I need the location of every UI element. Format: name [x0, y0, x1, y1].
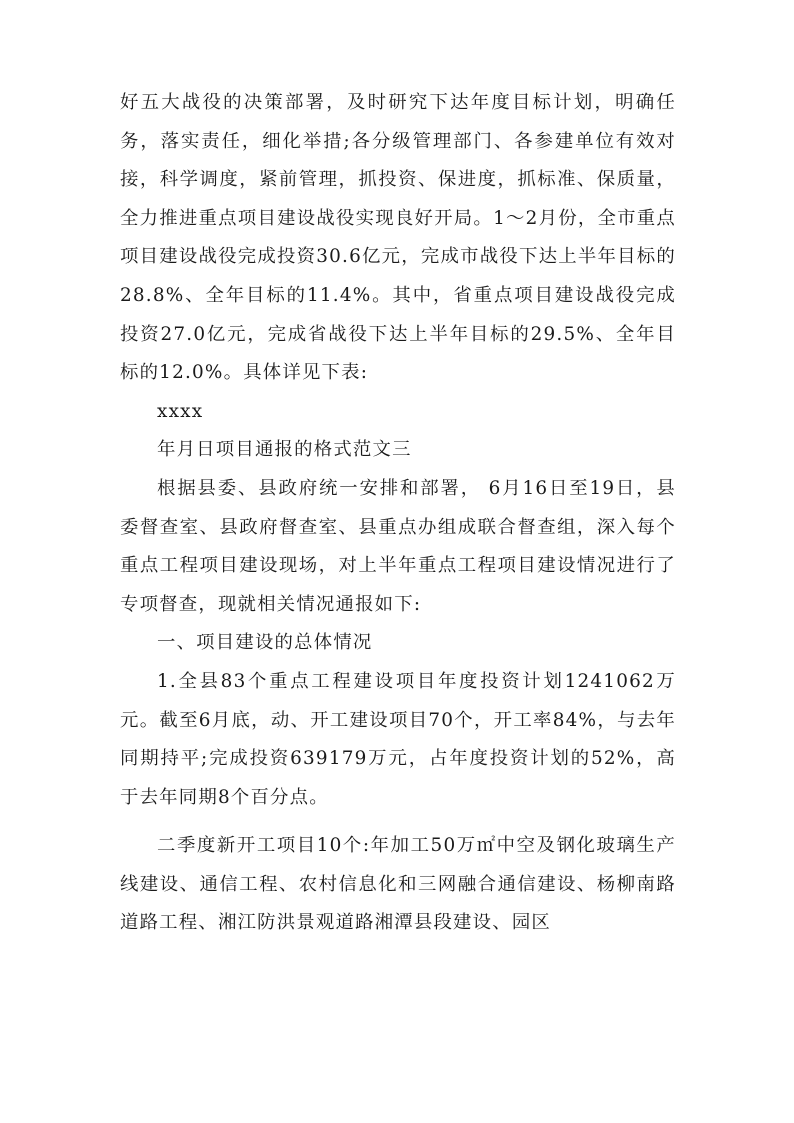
paragraph-inspection-intro: 根据县委、县政府统一安排和部署， 6月16日至19日，县委督查室、县政府督查室、县重点办组成联合督查组，深入每个重点工程项目建设现场，对上半年重点工程项目建设情况进行了专项督查，现就相关情况通报如下: [120, 477, 676, 615]
paragraph-decision-summary: 好五大战役的决策部署，及时研究下达年度目标计划，明确任务，落实责任，细化举措;各分级管理部门、各参建单位有效对接，科学调度，紧前管理，抓投资、保进度，抓标准、保质量，全力推进重点项目建设战役实现良好开局。1～2月份，全市重点项目建设战役完成投资30.6亿元，完成市战役下达上半年目标的28.8%、全年目标的11.4%。其中，省重点项目建设战役完成投资27.0亿元，完成省战役下达上半年目标的29.5%、全年目标的12.0%。具体详见下表: [120, 92, 676, 384]
paragraph-placeholder: xxxx [157, 400, 204, 422]
section-title: 年月日项目通报的格式范文三 [157, 439, 412, 461]
paragraph-new-projects: 二季度新开工项目10个:年加工50万㎡中空及钢化玻璃生产线建设、通信工程、农村信息化和三网融合通信建设、杨柳南路道路工程、湘江防洪景观道路湘潭县段建设、园区 [120, 835, 676, 934]
document-page [120, 84, 676, 943]
heading-overall-situation: 一、项目建设的总体情况 [157, 632, 373, 654]
paragraph-investment-status: 1.全县83个重点工程建设项目年度投资计划1241062万元。截至6月底，动、开工建设项目70个，开工率84%，与去年同期持平;完成投资639179万元，占年度投资计划的52%，高于去年同期8个百分点。 [120, 670, 676, 808]
